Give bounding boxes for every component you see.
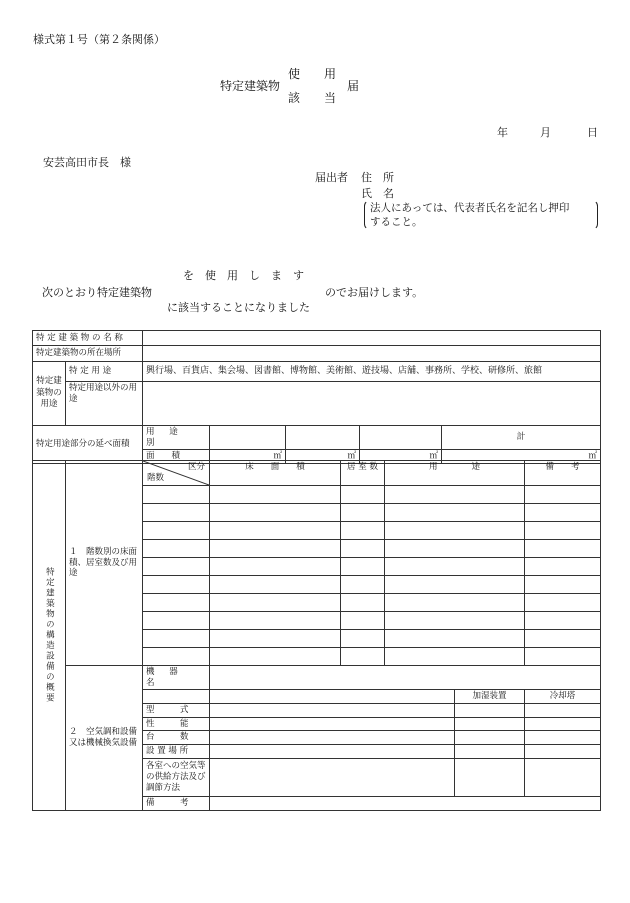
model-label: 型 式: [143, 703, 210, 717]
structure-group-label: 特定建築物の構造設備の概要: [44, 567, 55, 704]
floor-cell[interactable]: [143, 486, 210, 504]
section1-label: １ 階数別の床面積、居室数及び用途: [66, 461, 143, 666]
floor-area-cell[interactable]: [210, 576, 341, 594]
room-count-cell[interactable]: [341, 594, 385, 612]
remarks-cell[interactable]: [525, 522, 601, 540]
performance-humidifier-field[interactable]: [455, 717, 525, 731]
statement-option-use: を 使 用 し ま す: [183, 269, 304, 282]
use-cell[interactable]: [385, 594, 525, 612]
floors-label: 階数: [147, 473, 165, 484]
title-option-use: 使 用: [288, 67, 337, 81]
use-cell[interactable]: [385, 630, 525, 648]
floor-area-cell[interactable]: [210, 594, 341, 612]
other-use-label: 特定用途以外の用途: [66, 382, 143, 426]
use-cell[interactable]: [385, 648, 525, 666]
floor-cell[interactable]: [143, 540, 210, 558]
remarks-field[interactable]: [210, 796, 601, 810]
notifier-note-line2: すること。: [370, 216, 423, 228]
use-cell[interactable]: [385, 576, 525, 594]
statement-option-applicable: に該当することになりました: [167, 301, 310, 314]
notifier-note-line1: 法人にあっては、代表者氏名を記名し押印: [370, 202, 570, 214]
statement-middle: 次のとおり特定建築物: [42, 286, 152, 299]
supply-method-label: 各室への空気等の供給方法及び調節方法: [143, 758, 210, 796]
area-unit-1[interactable]: ㎡: [210, 450, 286, 464]
use-category-field-3[interactable]: [360, 426, 442, 450]
floor-area-cell[interactable]: [210, 540, 341, 558]
floor-area-cell[interactable]: [210, 522, 341, 540]
model-field[interactable]: [210, 703, 455, 717]
remarks-cell[interactable]: [525, 558, 601, 576]
addressee: 安芸高田市長 様: [43, 156, 131, 169]
structure-group-label-cell: [33, 461, 66, 811]
use-cell[interactable]: [385, 486, 525, 504]
floor-area-cell[interactable]: [210, 612, 341, 630]
room-count-cell[interactable]: [341, 630, 385, 648]
area-label: 面 積: [143, 450, 210, 464]
performance-field[interactable]: [210, 717, 455, 731]
title-prefix: 特定建築物: [220, 79, 281, 93]
install-place-label: 設 置 場 所: [143, 744, 210, 758]
floor-cell[interactable]: [143, 558, 210, 576]
install-place-cooling-tower-field[interactable]: [525, 744, 601, 758]
section2-label: ２ 空気調和設備又は機械換気設備: [66, 666, 143, 811]
model-humidifier-field[interactable]: [455, 703, 525, 717]
humidifier-label: 加湿装置: [455, 690, 525, 704]
room-count-cell[interactable]: [341, 612, 385, 630]
floor-area-cell[interactable]: [210, 648, 341, 666]
date-year: 年: [497, 126, 508, 139]
form-number: 様式第１号（第２条関係）: [33, 33, 165, 46]
building-location-label: 特定建築物の所在場所: [33, 346, 143, 362]
notifier-label: 届出者: [315, 171, 348, 184]
supply-method-humidifier-field[interactable]: [455, 758, 525, 796]
count-field[interactable]: [210, 731, 455, 745]
title-suffix: 届: [347, 79, 360, 93]
count-label: 台 数: [143, 731, 210, 745]
use-col-header: 用 途: [385, 461, 525, 486]
remarks-cell[interactable]: [525, 504, 601, 522]
equipment-name-label: 機 器 名: [143, 666, 210, 690]
floor-area-cell[interactable]: [210, 504, 341, 522]
division-label: 区分: [187, 462, 205, 472]
remarks-cell[interactable]: [525, 486, 601, 504]
room-count-cell[interactable]: [341, 522, 385, 540]
floor-cell[interactable]: [143, 594, 210, 612]
building-info-table: [32, 330, 601, 464]
use-category-label: 用 途 別: [143, 426, 210, 450]
floor-cell[interactable]: [143, 648, 210, 666]
area-unit-2[interactable]: ㎡: [286, 450, 360, 464]
use-cell[interactable]: [385, 558, 525, 576]
room-count-cell[interactable]: [341, 540, 385, 558]
room-count-cell[interactable]: [341, 486, 385, 504]
install-place-field[interactable]: [210, 744, 455, 758]
use-cell[interactable]: [385, 504, 525, 522]
other-use-field[interactable]: [143, 382, 601, 426]
date-day: 日: [587, 126, 598, 139]
title-option-applicable: 該 当: [288, 91, 337, 105]
install-place-humidifier-field[interactable]: [455, 744, 525, 758]
floor-area-col-header: 床 面 積: [210, 461, 341, 486]
remarks-col-header: 備 考: [525, 461, 601, 486]
performance-cooling-tower-field[interactable]: [525, 717, 601, 731]
date-month: 月: [540, 126, 551, 139]
cooling-tower-label: 冷却塔: [525, 690, 601, 704]
room-count-cell[interactable]: [341, 576, 385, 594]
remarks-cell[interactable]: [525, 648, 601, 666]
notifier-address-label: 住 所: [361, 171, 394, 184]
supply-method-field[interactable]: [210, 758, 455, 796]
model-cooling-tower-field[interactable]: [525, 703, 601, 717]
specific-use-options[interactable]: 興行場、百貨店、集会場、図書館、博物館、美術館、遊技場、店舗、事務所、学校、研修所、旅館: [143, 362, 601, 382]
use-cell[interactable]: [385, 540, 525, 558]
statement-end: のでお届けします。: [325, 286, 424, 299]
floor-cell[interactable]: [143, 630, 210, 648]
equipment-blank-field[interactable]: [210, 690, 455, 704]
use-cell[interactable]: [385, 522, 525, 540]
equipment-blank-label: [143, 690, 210, 704]
area-unit-total[interactable]: ㎡: [442, 450, 601, 464]
floor-area-cell[interactable]: [210, 558, 341, 576]
structure-table: [32, 460, 601, 811]
floor-area-total-label: 特定用途部分の延べ面積: [33, 426, 143, 464]
room-count-cell[interactable]: [341, 648, 385, 666]
use-cell[interactable]: [385, 612, 525, 630]
performance-label: 性 能: [143, 717, 210, 731]
building-name-field[interactable]: [143, 331, 601, 346]
floor-cell[interactable]: [143, 504, 210, 522]
remarks-cell[interactable]: [525, 576, 601, 594]
floor-area-cell[interactable]: [210, 630, 341, 648]
floor-area-cell[interactable]: [210, 486, 341, 504]
use-category-field-2[interactable]: [286, 426, 360, 450]
area-unit-3[interactable]: ㎡: [360, 450, 442, 464]
remarks-cell[interactable]: [525, 612, 601, 630]
building-name-label: 特 定 建 築 物 の 名 称: [33, 331, 143, 346]
floor-cell[interactable]: [143, 522, 210, 540]
remarks-cell[interactable]: [525, 540, 601, 558]
remarks-label: 備 考: [143, 796, 210, 810]
room-count-cell[interactable]: [341, 504, 385, 522]
room-count-col-header: 居 室 数: [341, 461, 385, 486]
room-count-cell[interactable]: [341, 558, 385, 576]
remarks-cell[interactable]: [525, 630, 601, 648]
use-group-label-cell: [33, 362, 66, 426]
floor-cell[interactable]: [143, 612, 210, 630]
count-cooling-tower-field[interactable]: [525, 731, 601, 745]
specific-use-label: 特 定 用 途: [66, 362, 143, 382]
count-humidifier-field[interactable]: [455, 731, 525, 745]
use-category-field-1[interactable]: [210, 426, 286, 450]
remarks-cell[interactable]: [525, 594, 601, 612]
use-group-label: 特定建築物の用途: [36, 375, 62, 410]
division-floors-header: [143, 461, 210, 486]
notifier-name-label: 氏 名: [361, 187, 394, 200]
equipment-name-field[interactable]: [210, 666, 601, 690]
supply-method-cooling-tower-field[interactable]: [525, 758, 601, 796]
building-location-field[interactable]: [143, 346, 601, 362]
total-label: 計: [442, 426, 601, 450]
floor-cell[interactable]: [143, 576, 210, 594]
